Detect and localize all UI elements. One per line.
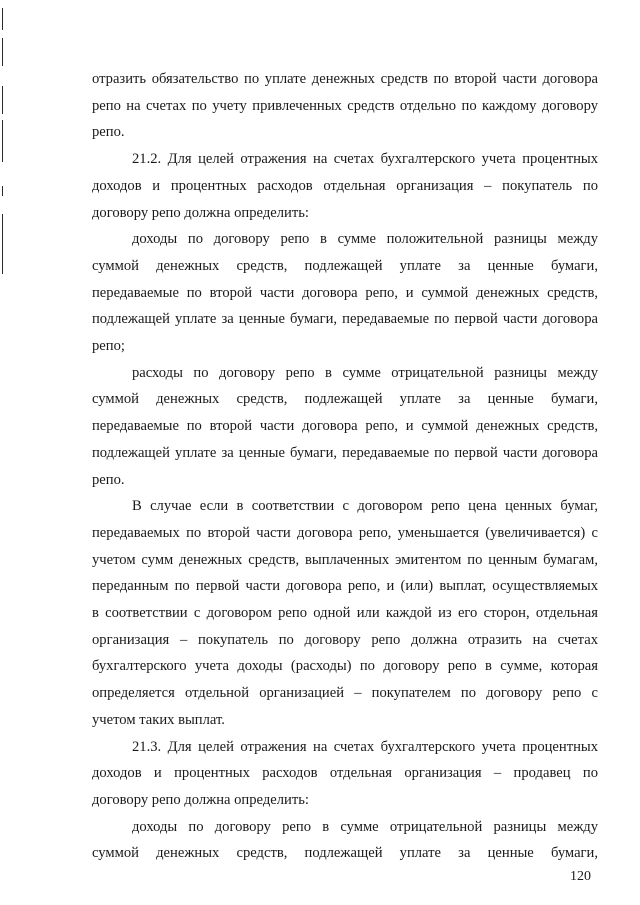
text-line: расходы по договору репо в сумме отрицательной разницы между bbox=[132, 364, 598, 381]
text-line: в соответствии с договором репо одной или каждой из его сторон, отдельная bbox=[92, 605, 598, 622]
text-line: 21.3. Для целей отражения на счетах бухгалтерского учета процентных bbox=[132, 738, 598, 755]
margin-mark bbox=[2, 214, 3, 274]
text-line: передаваемые по второй части договора репо, и суммой денежных средств, bbox=[92, 284, 598, 301]
text-line: бухгалтерского учета доходы (расходы) по договору репо в сумме, которая bbox=[92, 658, 598, 675]
text-line: доходов и процентных расходов отдельная организация – продавец по bbox=[92, 765, 598, 782]
text-line: суммой денежных средств, подлежащей уплате за ценные бумаги, bbox=[92, 845, 598, 862]
page-number: 120 bbox=[570, 869, 591, 884]
margin-mark bbox=[2, 38, 3, 66]
margin-mark bbox=[2, 8, 3, 30]
text-line: договору репо должна определить: bbox=[92, 791, 309, 808]
text-line: переданным по первой части договора репо, и (или) выплат, осуществляемых bbox=[92, 578, 598, 595]
text-line: доходы по договору репо в сумме положительной разницы между bbox=[132, 231, 598, 248]
text-line: передаваемых по второй части договора репо, уменьшается (увеличивается) с bbox=[92, 524, 598, 541]
text-line: организация – покупатель по договору репо должна отразить на счетах bbox=[92, 631, 598, 648]
text-line: определяется отдельной организацией – покупателем по договору репо с bbox=[92, 685, 598, 702]
text-line: учетом таких выплат. bbox=[92, 711, 225, 728]
text-line: доходов и процентных расходов отдельная организация – покупатель по bbox=[92, 177, 598, 194]
text-line: репо. bbox=[92, 471, 125, 488]
text-line: отразить обязательство по уплате денежных средств по второй части договора bbox=[92, 71, 598, 87]
text-line: репо; bbox=[92, 338, 125, 355]
text-line: репо. bbox=[92, 124, 125, 141]
text-line: суммой денежных средств, подлежащей уплате за ценные бумаги, bbox=[92, 391, 598, 408]
text-line: 21.2. Для целей отражения на счетах бухгалтерского учета процентных bbox=[132, 151, 598, 168]
text-line: подлежащей уплате за ценные бумаги, передаваемые по первой части договора bbox=[92, 311, 598, 328]
text-line: репо на счетах по учету привлеченных средств отдельно по каждому договору bbox=[92, 97, 598, 114]
text-line: учетом сумм денежных средств, выплаченных эмитентом по ценным бумагам, bbox=[92, 551, 598, 568]
document-body bbox=[92, 66, 598, 867]
text-line: В случае если в соответствии с договором репо цена ценных бумаг, bbox=[132, 498, 598, 515]
margin-mark bbox=[2, 86, 3, 114]
text-line: подлежащей уплате за ценные бумаги, передаваемые по первой части договора bbox=[92, 444, 598, 461]
margin-mark bbox=[2, 120, 3, 162]
text-line: передаваемые по второй части договора репо, и суммой денежных средств, bbox=[92, 418, 598, 435]
margin-mark bbox=[2, 186, 3, 196]
text-line: суммой денежных средств, подлежащей уплате за ценные бумаги, bbox=[92, 257, 598, 274]
text-line: доходы по договору репо в сумме отрицательной разницы между bbox=[132, 818, 598, 835]
text-line: договору репо должна определить: bbox=[92, 204, 309, 221]
